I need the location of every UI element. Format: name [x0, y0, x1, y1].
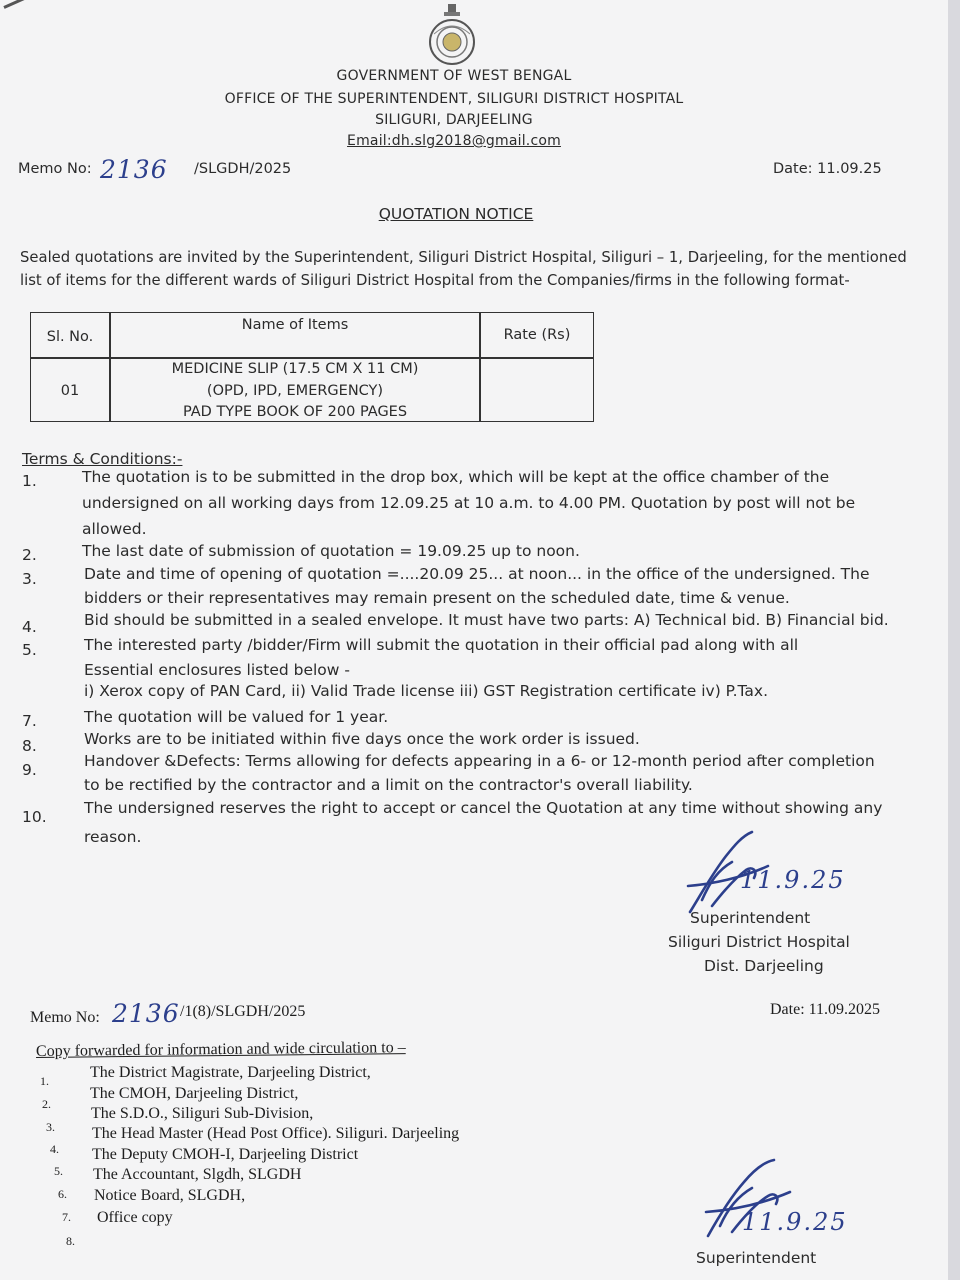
table-header-items: Name of Items — [241, 317, 349, 333]
notice-title: QUOTATION NOTICE — [378, 205, 534, 223]
table-cell-item-line: MEDICINE SLIP (17.5 CM X 11 CM) — [171, 361, 419, 377]
memo-number-handwritten: 2136 — [100, 155, 168, 184]
copy-number: 6. — [58, 1187, 67, 1201]
signature-designation: Superintendent — [690, 909, 811, 927]
signature-district: Dist. Darjeeling — [704, 957, 824, 975]
copy-recipient: Notice Board, SLGDH, — [94, 1187, 246, 1204]
copy-recipient: The Head Master (Head Post Office). Siliguri. Darjeeling — [92, 1125, 460, 1142]
copy-recipient: The S.D.O., Siliguri Sub-Division, — [91, 1105, 314, 1122]
term-line: The quotation will be valued for 1 year. — [84, 708, 389, 726]
term-number: 5. — [22, 641, 37, 659]
copy-number: 2. — [42, 1097, 51, 1111]
term-number: 10. — [22, 808, 47, 826]
term-number: 7. — [22, 712, 37, 730]
signature-org: Siliguri District Hospital — [668, 933, 850, 951]
copy-recipient: Office copy — [97, 1209, 173, 1226]
table-cell-item-line: PAD TYPE BOOK OF 200 PAGES — [182, 404, 408, 420]
copy-recipient: The Deputy CMOH-I, Darjeeling District — [92, 1146, 359, 1163]
term-line: The quotation is to be submitted in the drop box, which will be kept at the office chamber of the — [82, 468, 830, 486]
term-line: bidders or their representatives may remain present on the scheduled date, time & venue. — [84, 589, 790, 607]
term-line: Essential enclosures listed below - — [84, 661, 350, 679]
intro-line-1: Sealed quotations are invited by the Superintendent, Siliguri District Hospital, Siliguri – 1, Darjeeling, for the mentioned — [20, 249, 907, 266]
table-header-rate: Rate (Rs) — [503, 327, 571, 343]
state-emblem-icon — [424, 4, 480, 66]
term-number: 9. — [22, 761, 37, 779]
term-line: Handover &Defects: Terms allowing for defects appearing in a 6- or 12-month period after completion — [84, 752, 875, 770]
term-number: 2. — [22, 546, 37, 564]
term-line: Date and time of opening of quotation =....20.09 25... at noon... in the office of the undersigned. The — [84, 565, 870, 583]
term-line: allowed. — [82, 520, 147, 538]
copy-number: 1. — [40, 1074, 49, 1088]
memo2-number-handwritten: 2136 — [112, 999, 180, 1028]
term-line: The interested party /bidder/Firm will submit the quotation in their official pad along with all — [84, 636, 799, 654]
term-line: reason. — [84, 828, 142, 846]
term-number: 8. — [22, 737, 37, 755]
term-line: undersigned on all working days from 12.09.25 at 10 a.m. to 4.00 PM. Quotation by post will not be — [82, 494, 856, 512]
table-cell-item-line: (OPD, IPD, EMERGENCY) — [206, 383, 384, 399]
term-number: 3. — [22, 570, 37, 588]
term-line: Works are to be initiated within five days once the work order is issued. — [84, 730, 640, 748]
signature2-date-handwritten: 11.9.25 — [742, 1208, 848, 1236]
govt-header: GOVERNMENT OF WEST BENGAL — [336, 68, 572, 84]
memo-date: Date: 11.09.25 — [773, 161, 882, 177]
intro-line-2: list of items for the different wards of Siliguri District Hospital from the Companies/firms in the following format- — [20, 272, 850, 289]
office-header: OFFICE OF THE SUPERINTENDENT, SILIGURI DISTRICT HOSPITAL — [224, 91, 684, 107]
copy-recipient: The CMOH, Darjeeling District, — [90, 1085, 299, 1102]
copy-number: 3. — [46, 1120, 55, 1134]
copy-heading: Copy forwarded for information and wide circulation to – — [35, 1039, 406, 1060]
memo2-date: Date: 11.09.2025 — [770, 1001, 881, 1018]
term-number: 4. — [22, 618, 37, 636]
table-cell-sl: 01 — [60, 383, 80, 399]
term-line: The undersigned reserves the right to accept or cancel the Quotation at any time without showing any — [84, 799, 883, 817]
signature-date-handwritten: 11.9.25 — [740, 866, 846, 894]
table-divider — [31, 357, 593, 359]
table-header-sl: Sl. No. — [46, 329, 94, 345]
copy-recipient: The Accountant, Slgdh, SLGDH — [93, 1166, 302, 1183]
copy-number: 5. — [54, 1164, 63, 1178]
memo-label: Memo No: — [18, 161, 92, 177]
pen-stroke-mark — [3, 0, 72, 9]
term-line: to be rectified by the contractor and a limit on the contractor's overall liability. — [84, 776, 693, 794]
term-line: Bid should be submitted in a sealed envelope. It must have two parts: A) Technical bid. B) Financial bid. — [84, 611, 889, 629]
term-number: 1. — [22, 472, 37, 490]
signature2-designation: Superintendent — [696, 1249, 817, 1267]
memo2-suffix: /1(8)/SLGDH/2025 — [180, 1003, 306, 1020]
copy-number: 4. — [50, 1142, 59, 1156]
location-header: SILIGURI, DARJEELING — [375, 112, 533, 128]
memo-suffix: /SLGDH/2025 — [194, 161, 292, 177]
items-table — [30, 312, 594, 422]
term-line: i) Xerox copy of PAN Card, ii) Valid Trade license iii) GST Registration certificate iv) P.Tax. — [84, 682, 769, 700]
term-line: The last date of submission of quotation = 19.09.25 up to noon. — [82, 542, 580, 560]
memo2-label: Memo No: — [30, 1009, 100, 1026]
email-header: Email:dh.slg2018@gmail.com — [347, 133, 561, 149]
copy-recipient: The District Magistrate, Darjeeling District, — [90, 1064, 371, 1081]
copy-number: 7. — [62, 1210, 71, 1224]
copy-number: 8. — [66, 1234, 75, 1248]
terms-heading: Terms & Conditions:- — [22, 450, 183, 468]
